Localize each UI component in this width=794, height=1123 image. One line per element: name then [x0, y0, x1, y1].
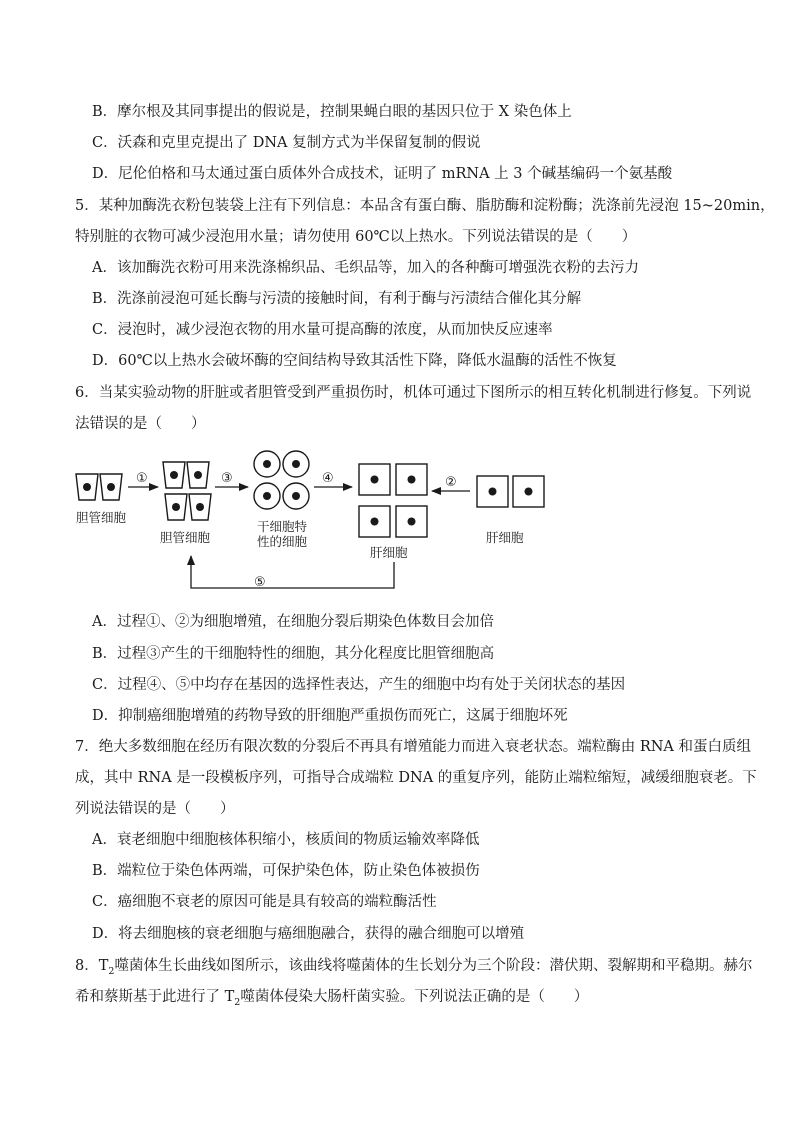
- q8-stem-line1: 8．$T_2$噬菌体生长曲线如图所示，该曲线将噬菌体的生长划分为三个阶段：潜伏期、裂解期和平稳期。赫尔: [75, 958, 753, 977]
- q5-option-d: D．60℃以上热水会破坏酶的空间结构导致其活性下降，降低水温酶的活性不恢复: [92, 353, 617, 369]
- label-liver-cell-2: 肝细胞: [486, 530, 524, 545]
- q7-option-c: C．癌细胞不衰老的原因可能是具有较高的端粒酶活性: [92, 894, 437, 910]
- q5-option-c: C．浸泡时，减少浸泡衣物的用水量可提高酶的浓度，从而加快反应速率: [92, 322, 553, 338]
- q7-option-a: A．衰老细胞中细胞核体积缩小，核质间的物质运输效率降低: [92, 832, 480, 848]
- q5-stem-line1: 5．某种加酶洗衣粉包装袋上注有下列信息：本品含有蛋白酶、脂肪酶和淀粉酶；洗涤前先浸泡 15~20min，: [75, 198, 775, 214]
- q7-stem-line2: 成，其中 RNA 是一段模板序列，可指导合成端粒 DNA 的重复序列，能防止端粒缩短，减缓细胞衰老。下: [75, 770, 757, 786]
- q7-stem-line1: 7．绝大多数细胞在经历有限次数的分裂后不再具有增殖能力而进入衰老状态。端粒酶由 RNA 和蛋白质组: [75, 739, 752, 755]
- q7-option-b: B．端粒位于染色体两端，可保护染色体，防止染色体被损伤: [92, 863, 480, 879]
- q6-option-a: A．过程①、②为细胞增殖，在细胞分裂后期染色体数目会加倍: [92, 614, 494, 630]
- q6-option-b: B．过程③产生的干细胞特性的细胞，其分化程度比胆管细胞高: [92, 646, 495, 662]
- q5-option-a: A．该加酶洗衣粉可用来洗涤棉织品、毛织品等，加入的各种酶可增强洗衣粉的去污力: [92, 260, 639, 276]
- q8-stem-line2: 希和蔡斯基于此进行了 $T_2$噬菌体侵染大肠杆菌实验。下列说法正确的是（ ）: [75, 989, 589, 1008]
- step-3-label: ③: [221, 471, 233, 486]
- step-2-label: ②: [445, 475, 457, 490]
- bile-duct-cells-proliferated: [163, 462, 211, 520]
- q6-stem-line1: 6．当某实验动物的肝脏或者胆管受到严重损伤时，机体可通过下图所示的相互转化机制进行修复。下列说: [75, 385, 752, 401]
- liver-cells-target: [359, 464, 427, 537]
- step-5-label: ⑤: [254, 575, 266, 590]
- label-bile-duct-cell-1: 胆管细胞: [76, 510, 127, 525]
- label-bile-duct-cell-2: 胆管细胞: [160, 530, 211, 545]
- q5-stem-line2: 特别脏的衣物可减少浸泡用水量；请勿使用 60℃以上热水。下列说法错误的是（ ）: [75, 229, 637, 245]
- q6-option-d: D．抑制癌细胞增殖的药物导致的肝细胞严重损伤而死亡，这属于细胞坏死: [92, 708, 568, 724]
- q4-option-c: C．沃森和克里克提出了 DNA 复制方式为半保留复制的假说: [92, 135, 481, 151]
- q7-stem-line3: 列说法错误的是（ ）: [75, 801, 235, 817]
- label-stem-line1: 干细胞特: [257, 519, 308, 534]
- liver-cells-source: [477, 476, 544, 507]
- stem-like-cells: [254, 451, 309, 509]
- bile-duct-cells-source: [76, 474, 122, 500]
- label-stem-line2: 性的细胞: [257, 534, 308, 549]
- arrow-step-5: [191, 556, 394, 588]
- label-liver-cell-1: 肝细胞: [370, 545, 408, 560]
- q5-option-b: B．洗涤前浸泡可延长酶与污渍的接触时间，有利于酶与污渍结合催化其分解: [92, 291, 582, 307]
- step-4-label: ④: [322, 471, 334, 486]
- q6-stem-line2: 法错误的是（ ）: [75, 416, 206, 432]
- q4-option-d: D．尼伦伯格和马太通过蛋白质体外合成技术，证明了 mRNA 上 3 个碱基编码一个氨基酸: [92, 166, 673, 182]
- step-1-label: ①: [136, 471, 148, 486]
- q4-option-b: B．摩尔根及其同事提出的假说是，控制果蝇白眼的基因只位于 X 染色体上: [92, 104, 572, 120]
- q7-option-d: D．将去细胞核的衰老细胞与癌细胞融合，获得的融合细胞可以增殖: [92, 926, 525, 942]
- q6-option-c: C．过程④、⑤中均存在基因的选择性表达，产生的细胞中均有处于关闭状态的基因: [92, 677, 626, 693]
